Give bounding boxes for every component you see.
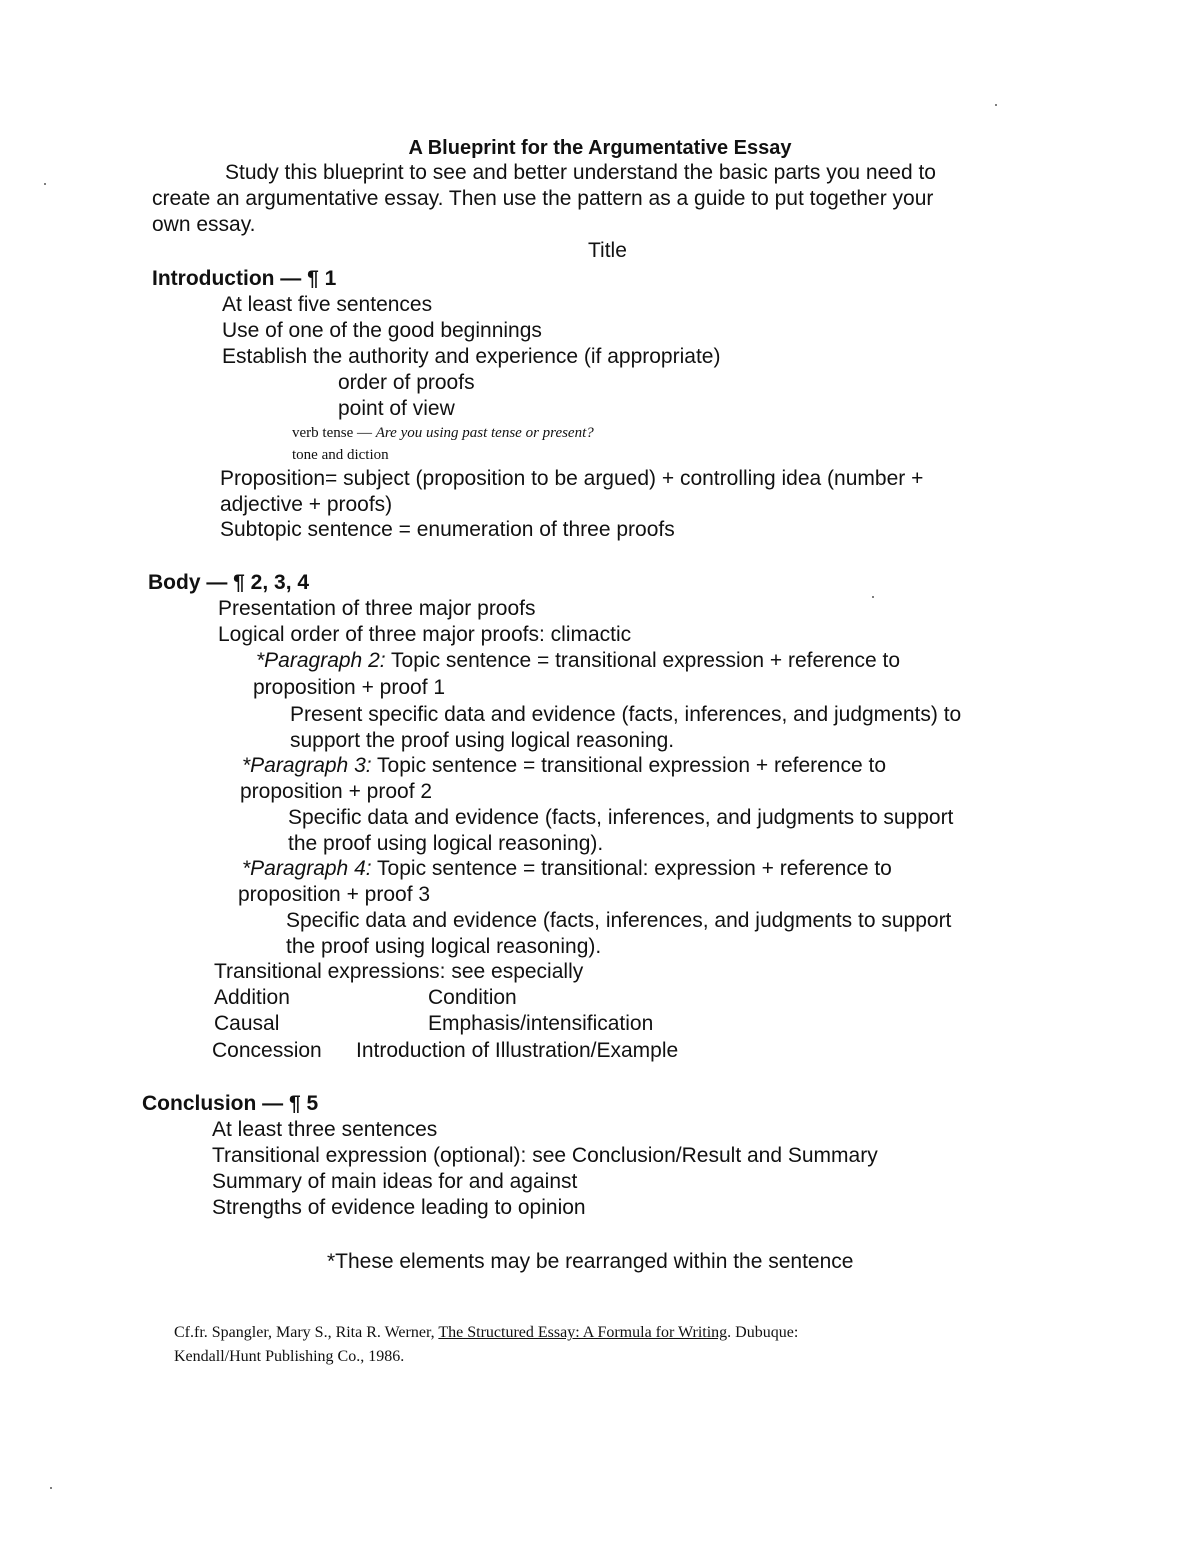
paragraph-4-topic-line — [242, 856, 892, 882]
body-heading: Body — ¶ 2, 3, 4 — [148, 571, 310, 594]
paragraph-3-detail-2: the proof using logical reasoning). — [288, 832, 604, 855]
paragraph-2-detail-2: support the proof using logical reasoning. — [290, 729, 675, 752]
document-title: A Blueprint for the Argumentative Essay — [408, 137, 792, 159]
transition-type: Introduction of Illustration/Example — [356, 1039, 679, 1062]
scan-speck — [872, 596, 874, 598]
paragraph-4-detail-2: the proof using logical reasoning). — [286, 935, 602, 958]
conclusion-item: Transitional expression (optional): see Conclusion/Result and Summary — [212, 1144, 878, 1167]
subtopic-sentence-line: Subtopic sentence = enumeration of three proofs — [220, 518, 675, 541]
transition-type: Addition — [214, 986, 290, 1009]
paragraph-2-label: *Paragraph 2: — [256, 649, 386, 672]
paragraph-4-text: Topic sentence = transitional: expression + reference to — [371, 857, 892, 880]
tone-diction-line: tone and diction — [292, 447, 389, 463]
introduction-heading: Introduction — ¶ 1 — [152, 267, 337, 290]
paragraph-4-line-2: proposition + proof 3 — [238, 883, 431, 906]
introduction-item: At least five sentences — [222, 293, 433, 316]
proposition-line-2: adjective + proofs) — [220, 493, 393, 516]
citation-book-title: The Structured Essay: A Formula for Writing — [438, 1324, 728, 1341]
body-item: Presentation of three major proofs — [218, 597, 536, 620]
citation-place: . Dubuque: — [727, 1324, 799, 1341]
paragraph-4-label: *Paragraph 4: — [242, 857, 372, 880]
citation-line-2: Kendall/Hunt Publishing Co., 1986. — [174, 1348, 405, 1365]
verb-tense-line — [292, 423, 594, 443]
paragraph-3-topic-line — [242, 753, 886, 779]
transition-type: Condition — [428, 986, 517, 1009]
transition-type: Emphasis/intensification — [428, 1012, 654, 1035]
transition-type: Concession — [212, 1039, 322, 1062]
scan-speck — [44, 183, 46, 185]
paragraph-3-line-2: proposition + proof 2 — [240, 780, 433, 803]
scan-speck — [995, 104, 997, 106]
paragraph-2-topic-line — [256, 648, 900, 674]
paragraph-2-line-2: proposition + proof 1 — [253, 676, 446, 699]
verb-tense-label: verb tense — — [292, 425, 372, 441]
conclusion-heading: Conclusion — ¶ 5 — [142, 1092, 319, 1115]
conclusion-item: Strengths of evidence leading to opinion — [212, 1196, 586, 1219]
paragraph-4-detail-1: Specific data and evidence (facts, inferences, and judgments to support — [286, 909, 952, 932]
intro-paragraph-line-2: create an argumentative essay. Then use the pattern as a guide to put together your — [152, 187, 934, 210]
body-item: Logical order of three major proofs: climactic — [218, 623, 632, 646]
introduction-item: Establish the authority and experience (if appropriate) — [222, 345, 721, 368]
paragraph-3-label: *Paragraph 3: — [242, 754, 372, 777]
rearrangement-note: *These elements may be rearranged within the sentence — [327, 1250, 854, 1273]
citation-authors: Cf.fr. Spangler, Mary S., Rita R. Werner, — [174, 1324, 439, 1341]
introduction-sub-item: point of view — [338, 397, 455, 420]
scan-speck — [50, 1487, 52, 1489]
introduction-item: Use of one of the good beginnings — [222, 319, 542, 342]
conclusion-item: Summary of main ideas for and against — [212, 1170, 578, 1193]
verb-tense-question: Are you using past tense or present? — [375, 425, 594, 441]
paragraph-3-detail-1: Specific data and evidence (facts, inferences, and judgments to support — [288, 806, 954, 829]
intro-paragraph-line-1: Study this blueprint to see and better understand the basic parts you need to — [225, 161, 936, 184]
paragraph-2-detail-1: Present specific data and evidence (facts, inferences, and judgments) to — [290, 703, 962, 726]
introduction-sub-item: order of proofs — [338, 371, 475, 394]
intro-paragraph-line-3: own essay. — [152, 213, 256, 236]
conclusion-item: At least three sentences — [212, 1118, 438, 1141]
transition-type: Causal — [214, 1012, 280, 1035]
transitional-expressions-line: Transitional expressions: see especially — [214, 960, 584, 983]
citation-line-1 — [174, 1322, 798, 1344]
title-placeholder-label: Title — [588, 239, 627, 262]
proposition-line-1: Proposition= subject (proposition to be argued) + controlling idea (number + — [220, 467, 924, 490]
paragraph-2-text: Topic sentence = transitional expression + reference to — [385, 649, 901, 672]
paragraph-3-text: Topic sentence = transitional expression + reference to — [371, 754, 887, 777]
